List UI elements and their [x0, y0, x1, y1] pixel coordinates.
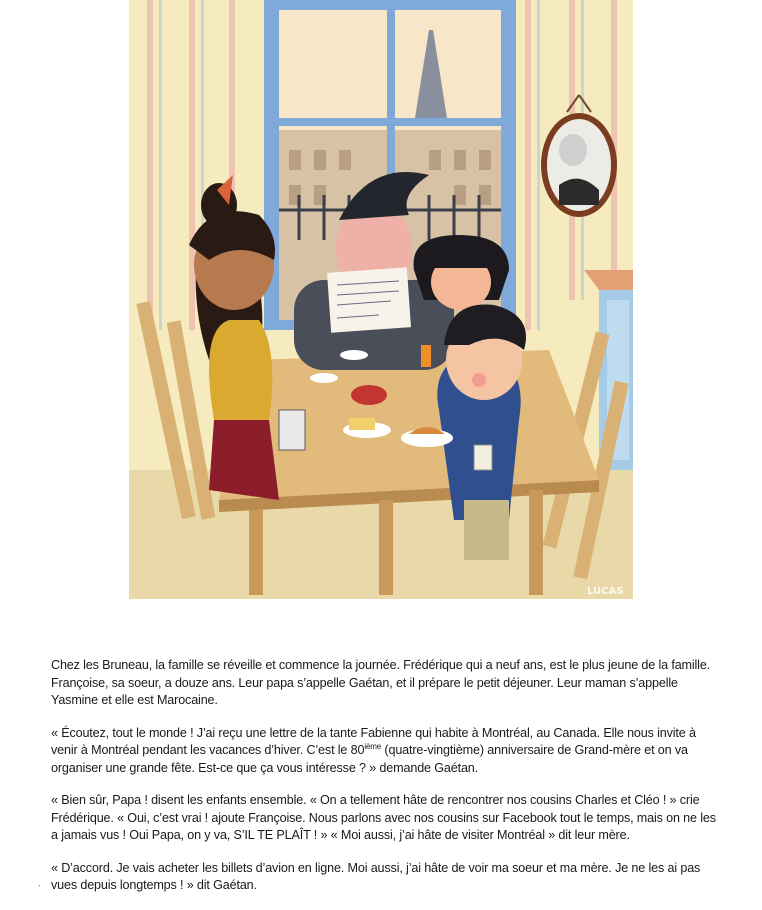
paragraph-1: Chez les Bruneau, la famille se réveille et commence la journée. Frédérique qui a neuf ans, est le plus jeune de la famille. Françoise, sa soeur, a douze ans. Leur papa s’appelle Gaétan, et il prépare le petit déjeuner. Leur maman s’appelle Yasmine et elle est Marocaine. [51, 658, 711, 707]
illustrator-signature: LUCAS [587, 586, 624, 597]
paragraph-3: « Bien sûr, Papa ! disent les enfants ensemble. « On a tellement hâte de rencontrer nos cousins Charles et Cléo ! » crie Frédérique. « Oui, c’est vrai ! ajoute Françoise. Nous parlons avec nos cousins sur Facebook tout le temps, mais on ne les a jamais vus ! Oui Papa, on y va, S’IL TE PLAÎT ! » « Moi aussi, j’ai hâte de visiter Montréal » dit leur mère. [51, 793, 716, 842]
paragraph-2-after: (quatre-vingtième) anniversaire de Grand-mère et on va organiser une grande fête. Est-ce que ça vous intéresse ? » demande Gaétan. [51, 743, 688, 775]
illustration-drawing [129, 0, 633, 599]
story-text [51, 657, 721, 910]
corner-mark: ´ [38, 884, 41, 894]
daughter-character [414, 235, 509, 310]
paragraph-4: « D’accord. Je vais acheter les billets d’avion en ligne. Moi aussi, j’ai hâte de voir ma soeur et ma mère. Je ne les ai pas vues depuis longtemps ! » dit Gaétan. [51, 860, 701, 892]
ordinal-suffix: ième [364, 742, 382, 751]
paragraph-2 [51, 725, 721, 778]
paragraph-2-before: « Écoutez, tout le monde ! J’ai reçu une lettre de la tante Fabienne qui habite à Montréal, au Canada. Elle nous invite à venir à Montréal pendant les vacances d’hiver. C’est le 80 [51, 725, 696, 757]
family-breakfast-illustration [129, 0, 633, 599]
